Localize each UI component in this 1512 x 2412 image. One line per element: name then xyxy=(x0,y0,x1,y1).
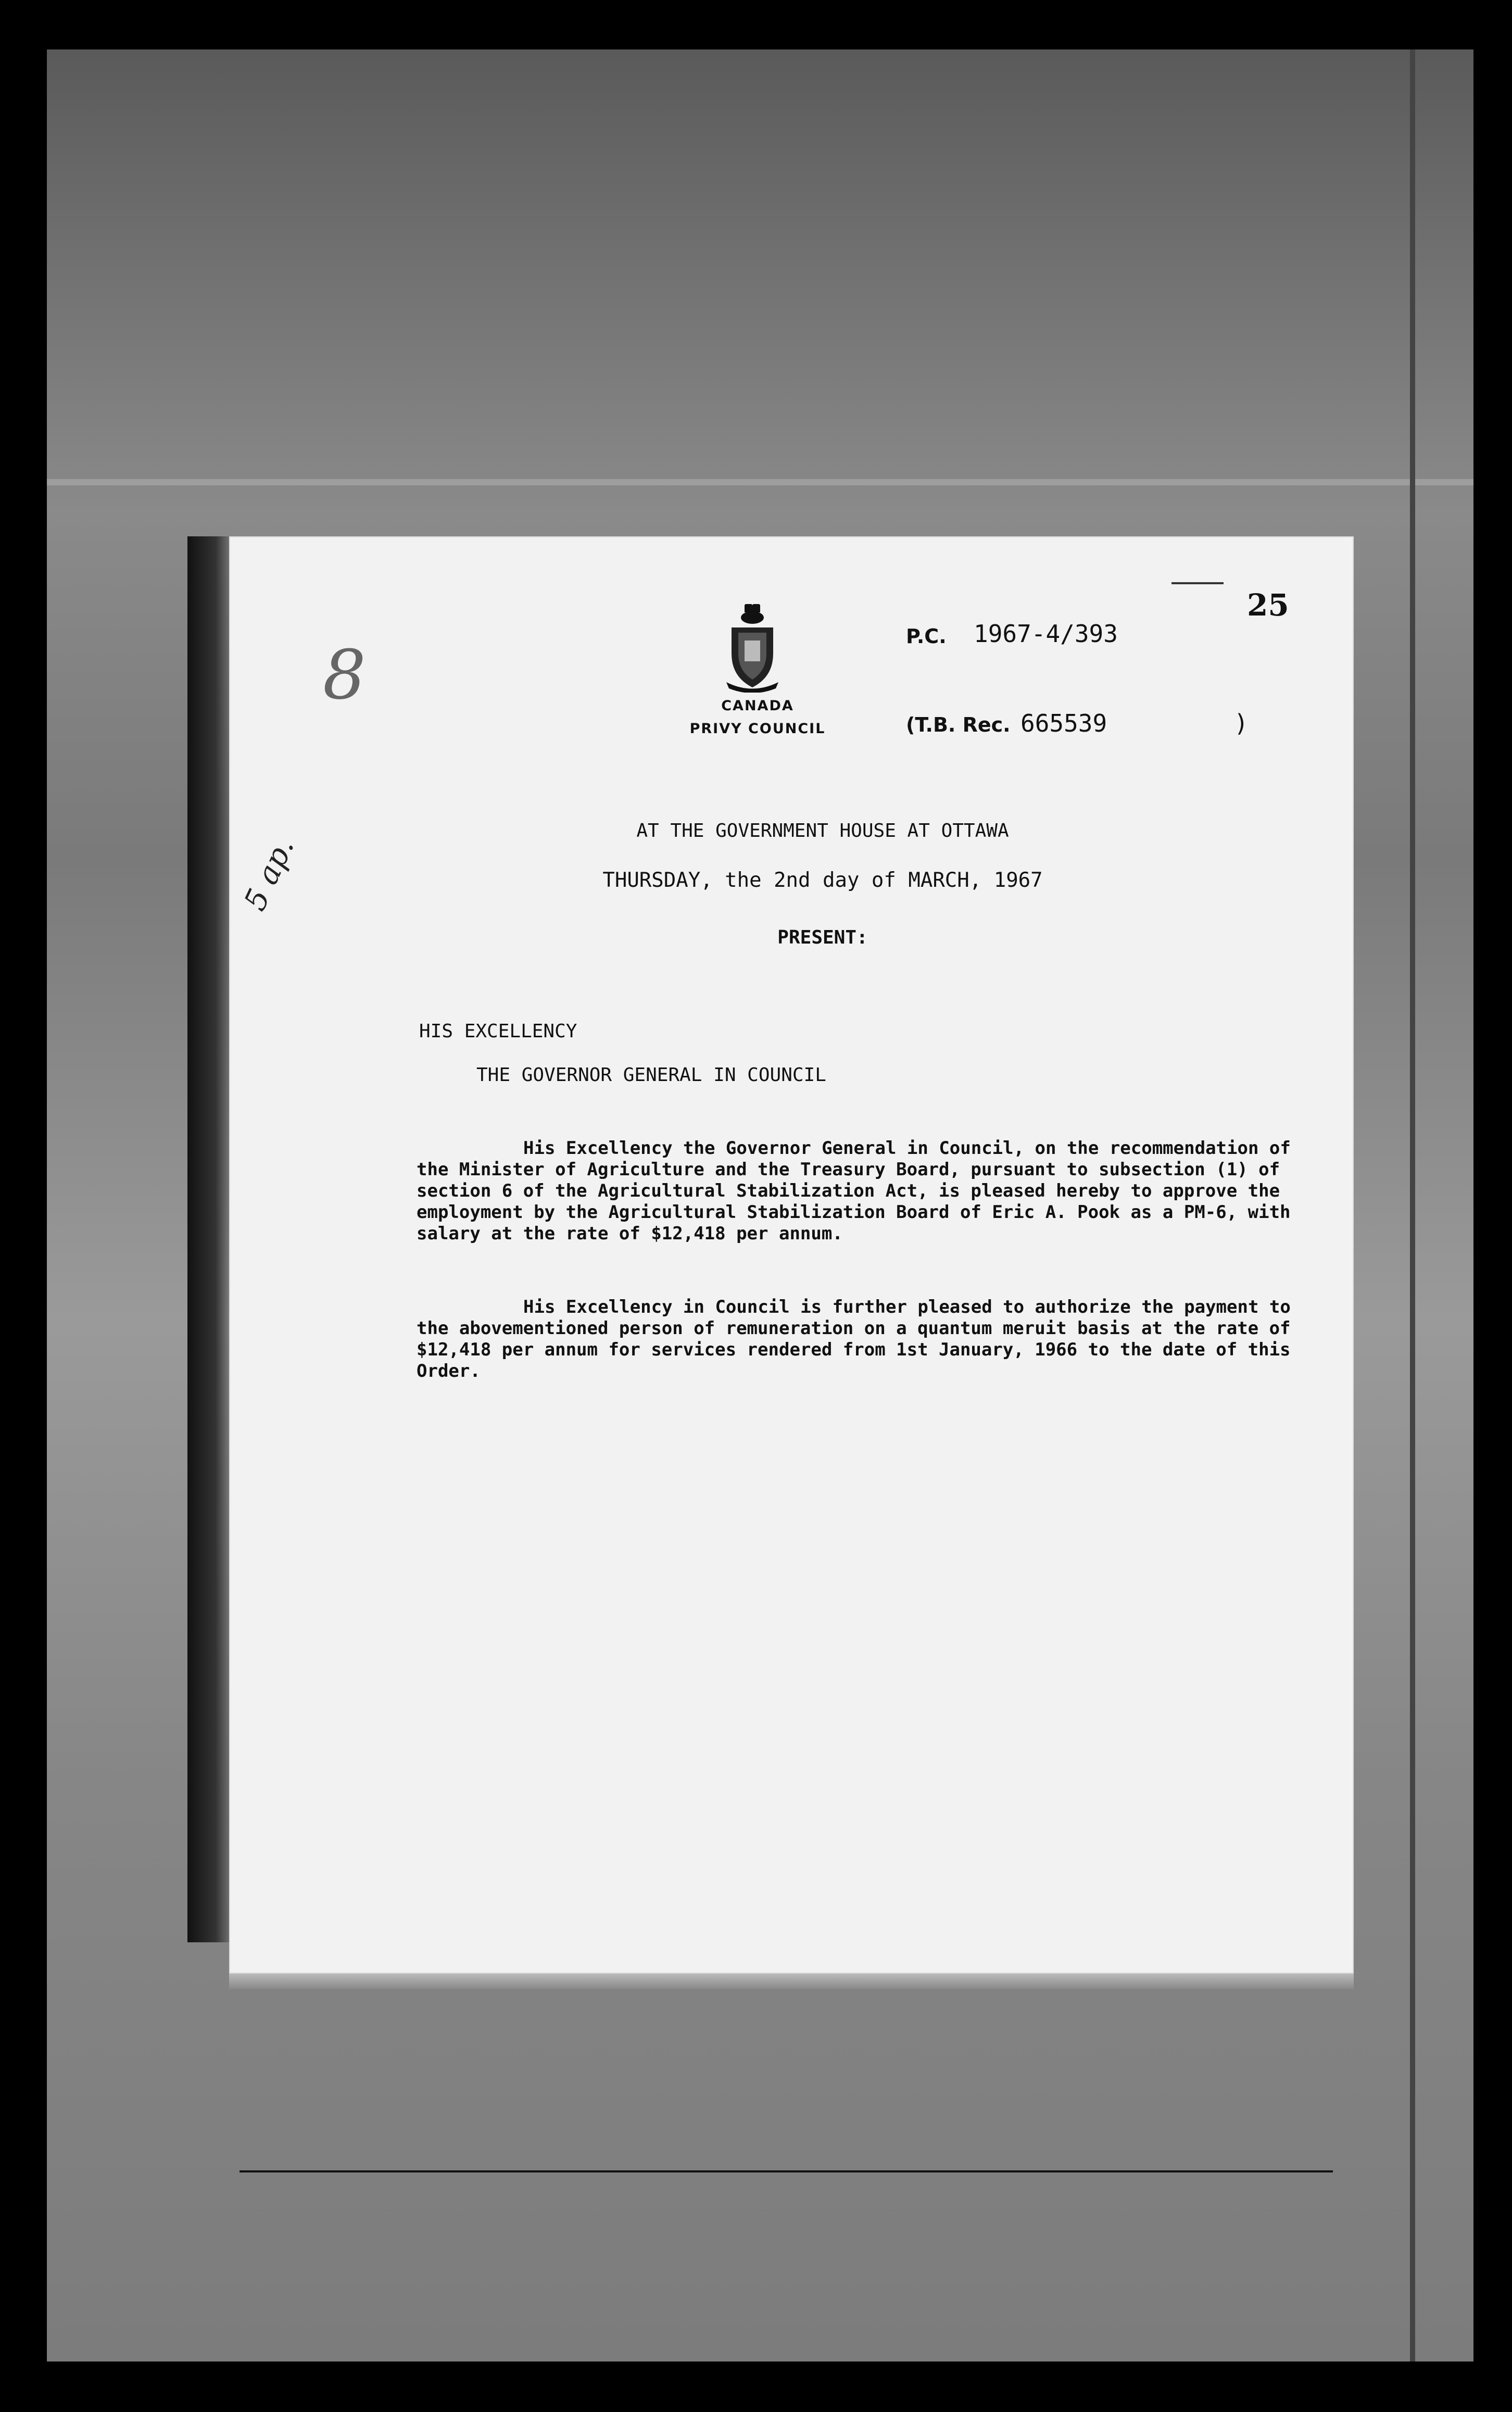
location-line: AT THE GOVERNMENT HOUSE AT OTTAWA xyxy=(636,820,1009,841)
document-page xyxy=(229,536,1354,1974)
date-line: THURSDAY, the 2nd day of MARCH, 1967 xyxy=(602,869,1043,892)
present-heading: PRESENT: xyxy=(777,927,868,948)
backing-fold-line xyxy=(47,479,1473,485)
page-bottom-shadow xyxy=(229,1974,1354,1989)
pc-number: 1967-4/393 xyxy=(974,620,1118,648)
page-left-shadow xyxy=(187,536,234,1942)
tb-rec-close-paren: ) xyxy=(1234,709,1249,737)
pc-label: P.C. xyxy=(906,625,947,648)
backing-rule-line xyxy=(240,2170,1333,2172)
order-paragraph-1: His Excellency the Governor General in Council, on the recommendation of the Minister of Agriculture and the Treasury Board, pursuant to subsection (1) of section 6 of the Agricultural Stabilization Act, is pleased hereby to approve the employment by the Agricultural Stabilization Board of Eric A. Pook as a PM-6, with salary at the rate of $12,418 per annum. xyxy=(417,1138,1291,1244)
his-excellency-line: HIS EXCELLENCY xyxy=(419,1021,577,1042)
tb-rec-number: 665539 xyxy=(1020,709,1107,737)
canada-label: CANADA xyxy=(721,698,794,714)
privy-council-label: PRIVY COUNCIL xyxy=(689,721,826,737)
order-paragraph-2: His Excellency in Council is further pleased to authorize the payment to the abovementioned person of remuneration on a quantum meruit basis at the rate of $12,418 per annum for services rendered from 1st January, 1966 to the date of this Order. xyxy=(417,1297,1291,1381)
handwritten-number: 8 xyxy=(323,635,366,714)
governor-general-line: THE GOVERNOR GENERAL IN COUNCIL xyxy=(476,1064,826,1086)
tb-rec-label: (T.B. Rec. xyxy=(906,713,1011,736)
page-number: 25 xyxy=(1247,587,1289,623)
handwritten-margin-note: 5 ap. xyxy=(237,832,301,916)
canada-coat-of-arms-icon xyxy=(724,604,781,693)
binding-spine xyxy=(1410,49,1415,2361)
pencil-mark xyxy=(1171,582,1224,584)
